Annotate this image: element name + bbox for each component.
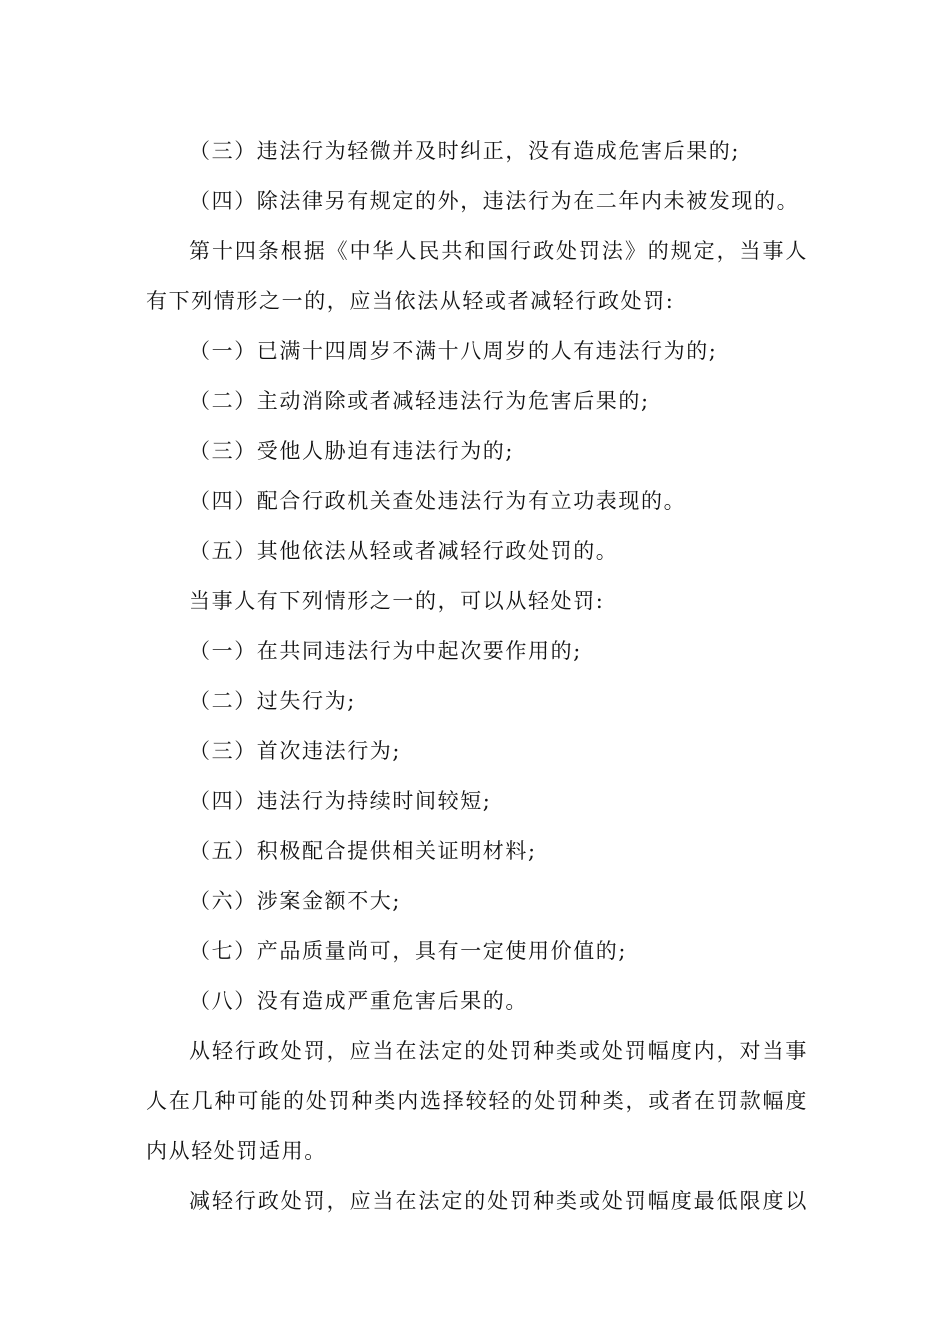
text-line-19: 从轻行政处罚，应当在法定的处罚种类或处罚幅度内，对当事: [189, 1039, 808, 1063]
text-line-21: 内从轻处罚适用。: [146, 1139, 327, 1163]
text-line-4: 有下列情形之一的，应当依法从轻或者减轻行政处罚:: [146, 289, 675, 313]
text-line-9: （五）其他依法从轻或者减轻行政处罚的。: [189, 539, 619, 563]
text-line-12: （二）过失行为;: [189, 689, 356, 713]
text-line-10: 当事人有下列情形之一的，可以从轻处罚:: [189, 589, 605, 613]
text-line-15: （五）积极配合提供相关证明材料;: [189, 839, 537, 863]
text-line-2: （四）除法律另有规定的外，违法行为在二年内未被发现的。: [189, 189, 800, 213]
text-line-13: （三）首次违法行为;: [189, 739, 402, 763]
text-line-3: 第十四条根据《中华人民共和国行政处罚法》的规定，当事人: [189, 239, 808, 263]
text-line-17: （七）产品质量尚可，具有一定使用价值的;: [189, 939, 628, 963]
text-line-7: （三）受他人胁迫有违法行为的;: [189, 439, 515, 463]
text-line-16: （六）涉案金额不大;: [189, 889, 402, 913]
text-line-18: （八）没有造成严重危害后果的。: [189, 989, 528, 1013]
text-line-1: （三）违法行为轻微并及时纠正，没有造成危害后果的;: [189, 139, 741, 163]
text-line-22: 减轻行政处罚，应当在法定的处罚种类或处罚幅度最低限度以: [189, 1189, 808, 1213]
text-line-20: 人在几种可能的处罚种类内选择较轻的处罚种类，或者在罚款幅度: [146, 1089, 808, 1113]
text-line-5: （一）已满十四周岁不满十八周岁的人有违法行为的;: [189, 339, 718, 363]
text-line-11: （一）在共同违法行为中起次要作用的;: [189, 639, 582, 663]
text-line-8: （四）配合行政机关查处违法行为有立功表现的。: [189, 489, 687, 513]
text-line-14: （四）违法行为持续时间较短;: [189, 789, 492, 813]
text-line-6: （二）主动消除或者减轻违法行为危害后果的;: [189, 389, 650, 413]
